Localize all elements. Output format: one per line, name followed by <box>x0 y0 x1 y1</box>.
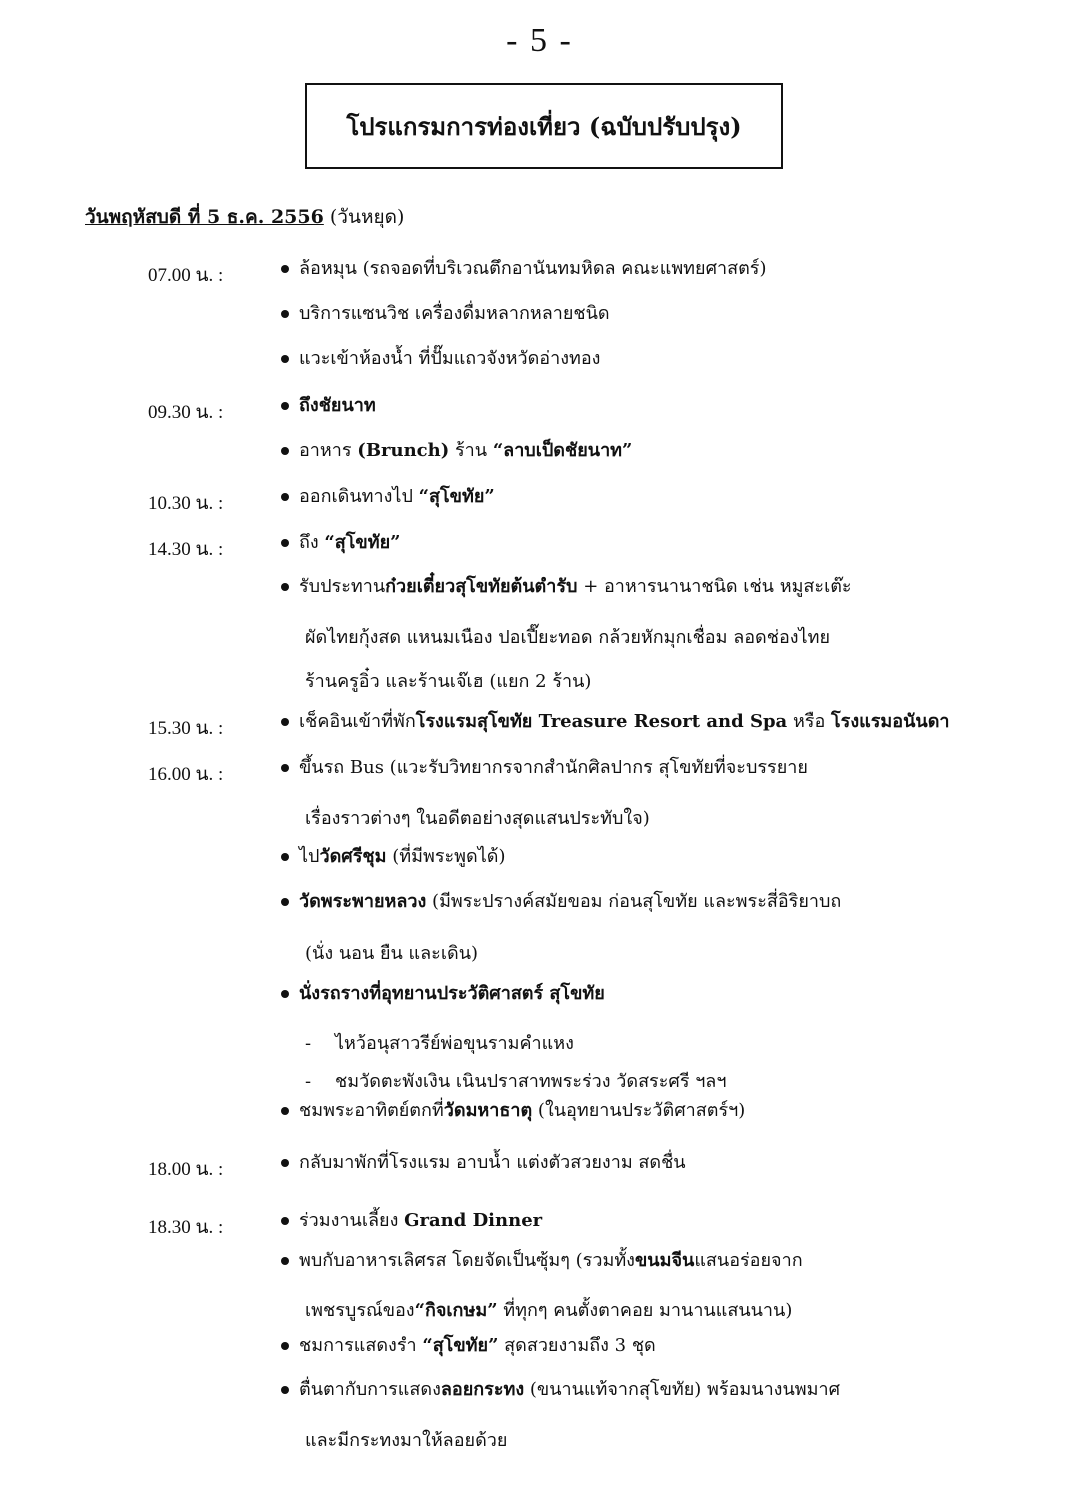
time-1030: 10.30 น. : <box>148 493 224 514</box>
list-item: ร่วมงานเลี้ยง Grand Dinner <box>281 1212 542 1230</box>
list-item: รับประทานก๋วยเตี๋ยวสุโขทัยต้นตำรับ + อาหารนานาชนิด เช่น หมูสะเต๊ะ <box>281 578 852 596</box>
bullet-icon <box>281 1159 289 1167</box>
bullet-icon <box>281 1257 289 1265</box>
list-item: ถึงชัยนาท <box>281 397 376 415</box>
list-item: กลับมาพักที่โรงแรม อาบน้ำ แต่งตัวสวยงาม สดชื่น <box>281 1154 686 1172</box>
day-note: (วันหยุด) <box>329 206 405 228</box>
day-date: วันพฤหัสบดี ที่ 5 ธ.ค. 2556 <box>85 206 324 228</box>
list-item-continuation: ผัดไทยกุ้งสด แหนมเนือง ปอเปี๊ยะทอด กล้วยหักมุกเชื่อม ลอดช่องไทย <box>305 627 831 648</box>
bullet-icon <box>281 1217 289 1225</box>
list-item-continuation: เรื่องราวต่างๆ ในอดีตอย่างสุดแสนประทับใจ) <box>305 808 650 829</box>
list-item: ขึ้นรถ Bus (แวะรับวิทยากรจากสำนักศิลปากร สุโขทัยที่จะบรรยาย <box>281 759 808 777</box>
bullet-icon <box>281 718 289 726</box>
list-item: ชมพระอาทิตย์ตกที่วัดมหาธาตุ (ในอุทยานประวัติศาสตร์ฯ) <box>281 1102 745 1120</box>
time-1530: 15.30 น. : <box>148 718 224 739</box>
bullet-icon <box>281 1342 289 1350</box>
bullet-icon <box>281 402 289 410</box>
list-item: วัดพระพายหลวง (มีพระปรางค์สมัยขอม ก่อนสุโขทัย และพระสี่อิริยาบถ <box>281 893 841 911</box>
bullet-icon <box>281 447 289 455</box>
list-item: ตื่นตากับการแสดงลอยกระทง (ขนานแท้จากสุโขทัย) พร้อมนางนพมาศ <box>281 1381 840 1399</box>
program-title: โปรแกรมการท่องเที่ยว (ฉบับปรับปรุง) <box>346 111 742 141</box>
time-1800: 18.00 น. : <box>148 1159 224 1180</box>
day-header <box>85 202 404 232</box>
bullet-icon <box>281 1386 289 1394</box>
list-item: ออกเดินทางไป “สุโขทัย” <box>281 488 495 506</box>
bullet-icon <box>281 990 289 998</box>
list-item: พบกับอาหารเลิศรส โดยจัดเป็นซุ้มๆ (รวมทั้งขนมจีนแสนอร่อยจาก <box>281 1252 803 1270</box>
dash-marker: - <box>305 1033 312 1054</box>
list-item-continuation: ร้านครูอิ๋ว และร้านเจ๊เฮ (แยก 2 ร้าน) <box>305 671 592 692</box>
time-1830: 18.30 น. : <box>148 1217 224 1238</box>
sub-item: - ชมวัดตะพังเงิน เนินปราสาทพระร่วง วัดสระศรี ฯลฯ <box>305 1071 727 1092</box>
bullet-icon <box>281 265 289 273</box>
bullet-icon <box>281 898 289 906</box>
list-item: ถึง “สุโขทัย” <box>281 534 401 552</box>
bullet-icon <box>281 1107 289 1115</box>
list-item: แวะเข้าห้องน้ำ ที่ปั๊มแถวจังหวัดอ่างทอง <box>281 350 600 368</box>
program-title-box <box>305 83 783 169</box>
page-number: - 5 - <box>506 22 573 59</box>
list-item: เช็คอินเข้าที่พักโรงแรมสุโขทัย Treasure Resort and Spa หรือ โรงแรมอนันดา <box>281 713 950 731</box>
list-item: อาหาร (Brunch) ร้าน “ลาบเป็ดชัยนาท” <box>281 442 632 460</box>
time-1600: 16.00 น. : <box>148 764 224 785</box>
time-1430: 14.30 น. : <box>148 539 224 560</box>
time-0930: 09.30 น. : <box>148 402 224 423</box>
list-item: ล้อหมุน (รถจอดที่บริเวณตึกอานันทมหิดล คณะแพทยศาสตร์) <box>281 260 767 278</box>
list-item-continuation: เพชรบูรณ์ของ“กิจเกษม” ที่ทุกๆ คนตั้งตาคอย มานานแสนนาน) <box>305 1300 793 1321</box>
bullet-icon <box>281 355 289 363</box>
bullet-icon <box>281 310 289 318</box>
list-item: ไปวัดศรีชุม (ที่มีพระพูดได้) <box>281 848 505 866</box>
bullet-icon <box>281 764 289 772</box>
bullet-icon <box>281 539 289 547</box>
dash-marker: - <box>305 1071 312 1092</box>
list-item-continuation: (นั่ง นอน ยืน และเดิน) <box>305 943 479 964</box>
list-item: ชมการแสดงรำ “สุโขทัย” สุดสวยงามถึง 3 ชุด <box>281 1337 656 1355</box>
sub-item: - ไหว้อนุสาวรีย์พ่อขุนรามคำแหง <box>305 1033 574 1054</box>
bullet-icon <box>281 853 289 861</box>
list-item: นั่งรถรางที่อุทยานประวัติศาสตร์ สุโขทัย <box>281 985 605 1003</box>
bullet-icon <box>281 493 289 501</box>
list-item: บริการแซนวิช เครื่องดื่มหลากหลายชนิด <box>281 305 610 323</box>
list-item-continuation: และมีกระทงมาให้ลอยด้วย <box>305 1430 508 1451</box>
time-0700: 07.00 น. : <box>148 265 224 286</box>
bullet-icon <box>281 583 289 591</box>
